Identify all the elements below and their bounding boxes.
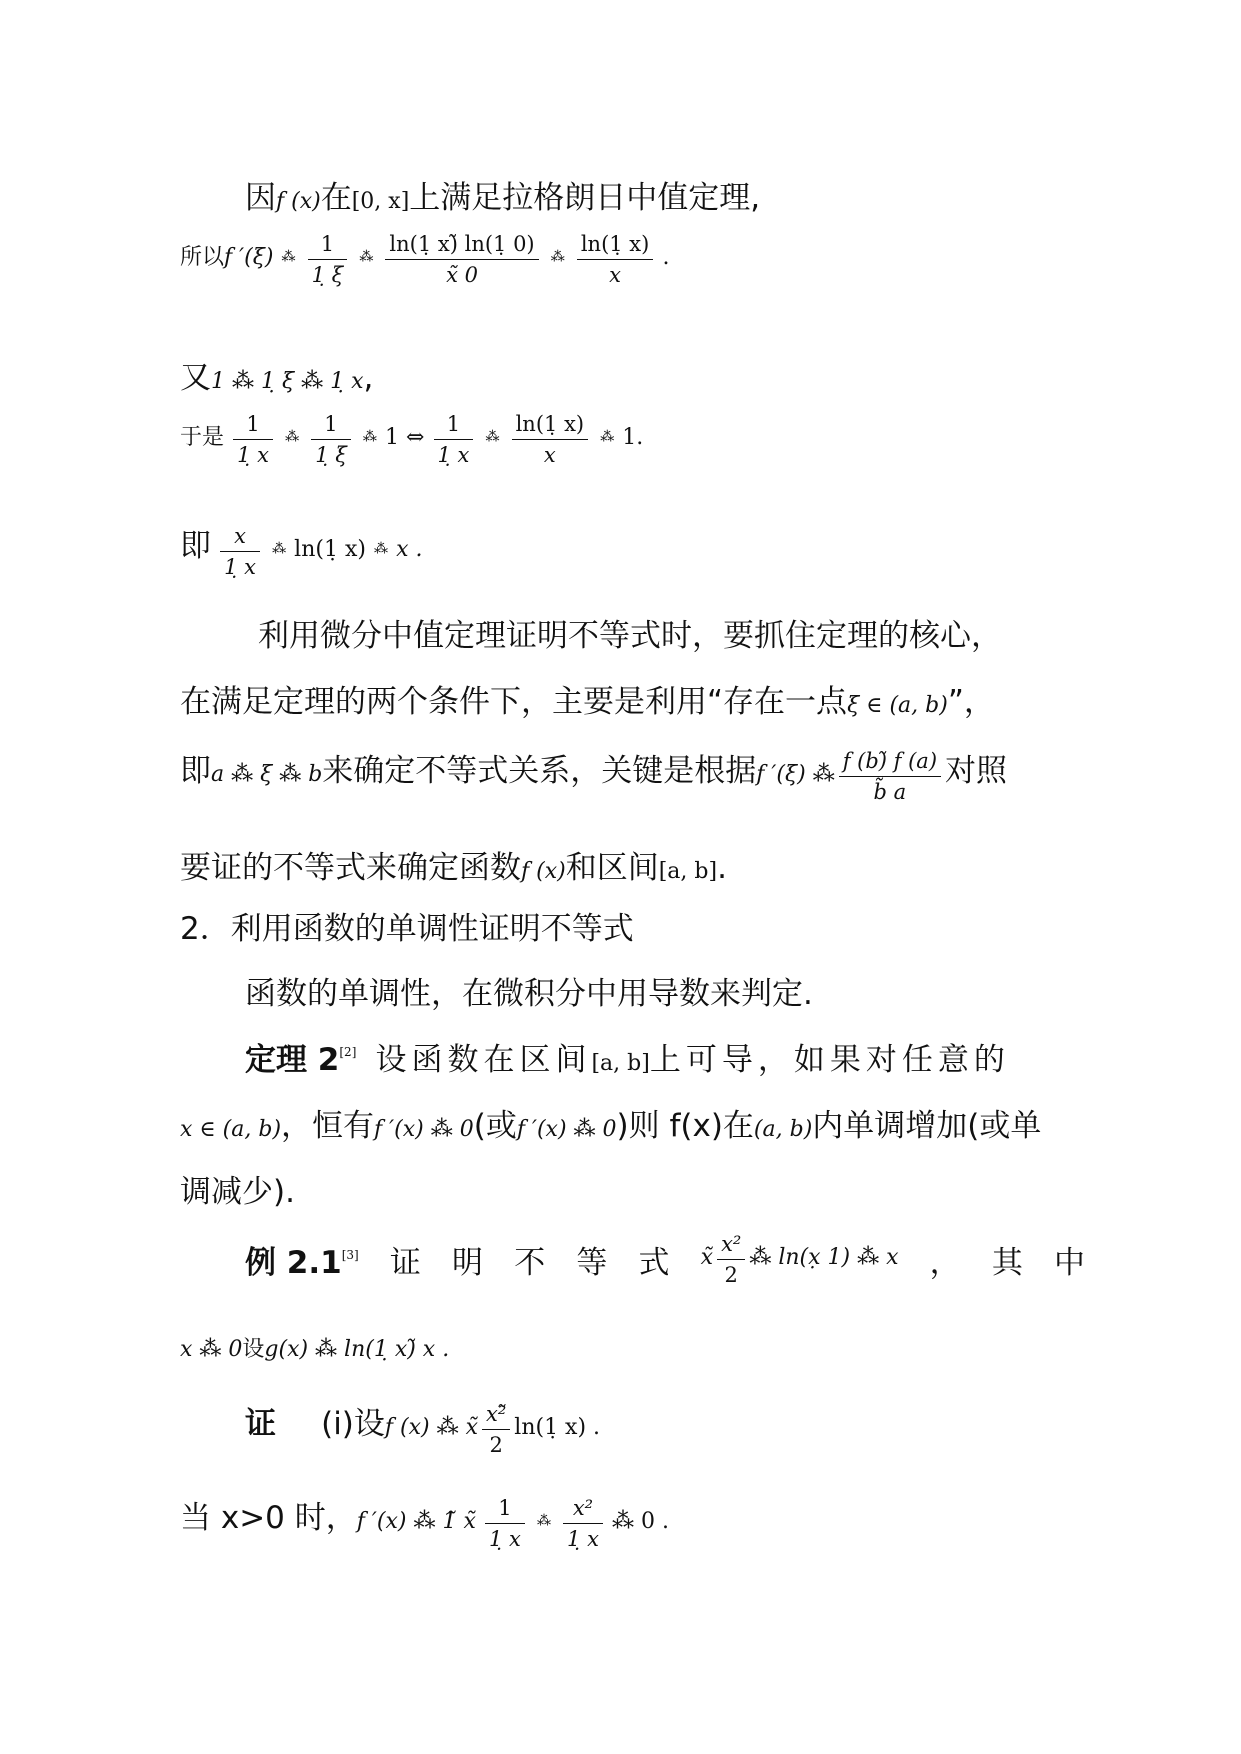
- equation-line-4: [180, 412, 1080, 467]
- math: 1 ⇔: [384, 425, 425, 450]
- fraction: [311, 412, 351, 467]
- fraction: [233, 412, 273, 467]
- math: ln(1̣ x): [294, 537, 366, 562]
- numerator: 1: [485, 1496, 525, 1524]
- math: f ′(ξ): [224, 245, 274, 270]
- text: (i)设: [321, 1406, 385, 1442]
- numerator: 1: [434, 412, 474, 440]
- numerator: f (b)̃ f (a): [839, 749, 941, 777]
- citation: [2]: [339, 1045, 357, 1059]
- math: ln(1̣ x) .: [514, 1415, 601, 1440]
- text: 在满足定理的两个条件下，主要是利用“存在一点: [180, 684, 848, 720]
- text: 又: [180, 360, 211, 396]
- denominator: 1̣ x: [237, 443, 269, 467]
- text: 函数的单调性，在微积分中用导数来判定.: [245, 976, 813, 1012]
- equation-line-5: [180, 520, 1080, 579]
- text: (或: [473, 1108, 517, 1144]
- example-line-2: [180, 1332, 1080, 1363]
- text: 上可导，如果对任意的: [649, 1042, 1010, 1078]
- section-heading: [180, 903, 1080, 948]
- fraction: [485, 1496, 525, 1551]
- text: 设函数在区间: [375, 1042, 592, 1078]
- fraction: [308, 232, 348, 287]
- math-expression: [701, 1232, 899, 1287]
- text: ”，: [947, 684, 995, 720]
- section-title: 2．利用函数的单调性证明不等式: [180, 911, 634, 947]
- example-line-1: [245, 1232, 1085, 1287]
- numerator: x: [220, 524, 260, 552]
- numerator: x²̃: [482, 1402, 510, 1430]
- text: 利用微分中值定理证明不等式时，要抓住定理的核心，: [258, 618, 1002, 654]
- text: 设: [242, 1337, 265, 1362]
- text: .: [717, 850, 727, 886]
- paragraph-line-2: [180, 676, 1080, 721]
- text: 在: [320, 180, 352, 216]
- numerator: 1: [311, 412, 351, 440]
- math: x .: [396, 537, 423, 562]
- text: 来确定不等式关系，关键是根据: [322, 753, 757, 789]
- math: (a, b): [753, 1117, 813, 1142]
- text-line-1: [245, 172, 1085, 217]
- numerator: x²: [717, 1232, 745, 1260]
- denominator: x: [543, 443, 556, 467]
- numerator: ln(1̣ x)̃ ln(1̣ 0): [385, 232, 538, 260]
- math: f (x) ⁂ x̃: [384, 1415, 479, 1440]
- proof-line-1: [245, 1398, 1085, 1457]
- fraction: [563, 1496, 603, 1551]
- text: 即: [180, 753, 211, 789]
- text: ,: [363, 360, 374, 396]
- text: 要证的不等式来确定函数: [180, 850, 521, 886]
- fraction: [839, 749, 941, 804]
- math: ⁂ ln(x̣ 1) ⁂ x: [749, 1245, 899, 1270]
- math: x̃: [700, 1245, 714, 1270]
- text-line-3: [180, 352, 1080, 397]
- denominator: 2: [724, 1263, 738, 1287]
- fraction: [717, 1232, 745, 1287]
- math: f ′(x) ⁂ 1̃ x̃: [356, 1509, 476, 1534]
- theorem-line-2: [180, 1100, 1080, 1145]
- glyph: ⁂: [281, 249, 296, 265]
- text: 于是: [180, 425, 225, 450]
- math: ⁂ 0 .: [612, 1509, 669, 1534]
- text: 当 x>0 时，: [180, 1500, 357, 1536]
- math: g(x) ⁂ ln(1̣ x)̃ x .: [264, 1337, 450, 1362]
- denominator: x̃ 0: [446, 263, 478, 287]
- example-heading: [245, 1237, 359, 1282]
- text: )则 f(x)在: [616, 1108, 754, 1144]
- math: x ⁂ 0: [180, 1337, 243, 1362]
- text: 上满足拉格朗日中值定理,: [409, 180, 761, 216]
- glyph: ⁂: [362, 429, 377, 445]
- paragraph-line-3: [180, 745, 1080, 804]
- numerator: 1: [233, 412, 273, 440]
- denominator: 1̣ ξ: [311, 263, 344, 287]
- glyph: ⁂: [285, 429, 300, 445]
- text: .: [662, 245, 670, 270]
- example-label: 例 2.1: [245, 1245, 342, 1281]
- math: 1 ⁂ 1̣ ξ ⁂ 1̣ x: [211, 369, 364, 394]
- glyph: ⁂: [536, 1513, 551, 1529]
- denominator: 1̣ x: [437, 443, 470, 467]
- theorem-line-3: [180, 1166, 1080, 1211]
- proof-line-2: [180, 1492, 1080, 1551]
- text: 内单调增加(或单: [812, 1108, 1042, 1144]
- glyph: ⁂: [485, 429, 500, 445]
- math: 1.: [622, 425, 644, 450]
- denominator: 1̣ x: [224, 555, 256, 579]
- text: 证: [389, 1245, 421, 1281]
- text: ，恒有: [281, 1108, 375, 1144]
- denominator: x: [609, 263, 621, 287]
- math: a ⁂ ξ ⁂ b: [211, 762, 323, 787]
- glyph: ⁂: [600, 429, 615, 445]
- text: 等: [576, 1245, 608, 1281]
- math: ξ ∈ (a, b): [847, 693, 948, 718]
- citation: [3]: [341, 1248, 359, 1262]
- math: f ′(x) ⁂ 0: [374, 1117, 474, 1142]
- denominator: 1̣ ξ: [315, 443, 347, 467]
- paragraph-line-1: [258, 610, 1158, 655]
- text: 和区间: [565, 850, 659, 886]
- text: 不: [514, 1245, 546, 1281]
- math: f (x): [276, 189, 321, 214]
- numerator: ln(1̣ x): [577, 232, 654, 260]
- text: ，: [929, 1245, 961, 1281]
- fraction: [482, 1402, 510, 1457]
- text: 调减少).: [180, 1174, 295, 1210]
- text: 中: [1053, 1245, 1085, 1281]
- denominator: 2: [489, 1433, 503, 1457]
- glyph: ⁂: [374, 541, 389, 557]
- fraction: [434, 412, 474, 467]
- equation-line-2: [180, 232, 1080, 287]
- numerator: x²: [563, 1496, 603, 1524]
- text: 即: [180, 528, 211, 564]
- numerator: ln(1̣ x): [512, 412, 589, 440]
- text: 对照: [945, 753, 1008, 789]
- math: x ∈ (a, b): [180, 1117, 282, 1142]
- math: [0, x]: [351, 189, 410, 214]
- math: f (x): [521, 859, 566, 884]
- text: 明: [452, 1245, 484, 1281]
- glyph: ⁂: [272, 541, 287, 557]
- glyph: ⁂: [550, 249, 565, 265]
- text: 所以: [180, 245, 225, 270]
- proof-label: 证: [245, 1406, 276, 1442]
- numerator: 1: [308, 232, 348, 260]
- text: 式: [638, 1245, 670, 1281]
- math: f ′(x) ⁂ 0: [516, 1117, 617, 1142]
- fraction: [577, 232, 654, 287]
- paragraph-line-5: [245, 968, 1085, 1013]
- denominator: 1̣ x: [488, 1527, 521, 1551]
- text: 其: [991, 1245, 1023, 1281]
- math: [a, b]: [591, 1051, 650, 1076]
- math: f ′(ξ) ⁂: [756, 762, 835, 787]
- fraction: [220, 524, 260, 579]
- glyph: ⁂: [359, 249, 374, 265]
- text: 因: [245, 180, 276, 216]
- denominator: 1̣ x: [567, 1527, 599, 1551]
- denominator: b̃ a: [873, 780, 907, 804]
- fraction: [385, 232, 538, 287]
- theorem-label: 定理 2: [245, 1042, 340, 1078]
- fraction: [512, 412, 589, 467]
- math: [a, b]: [658, 859, 718, 884]
- paragraph-line-4: [180, 842, 1080, 887]
- theorem-line-1: [245, 1034, 1085, 1079]
